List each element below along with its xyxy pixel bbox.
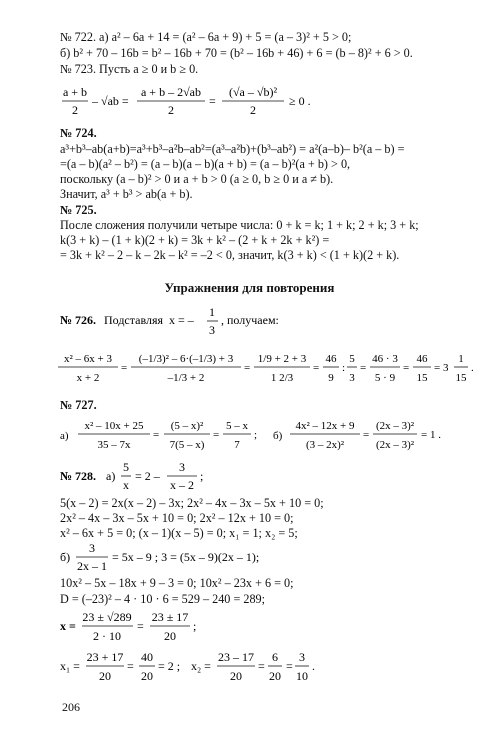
problem-725-line-2: k(3 + k) – (1 + k)(2 + k) = 3k + k² – (2 + k + 2k + k²) = — [60, 233, 330, 247]
fraction-numerator: 40 — [141, 650, 153, 664]
problem-726-equation — [0, 344, 499, 394]
fraction-numerator: (5 – x)² — [170, 420, 204, 432]
fraction-denominator: 20 — [141, 669, 153, 683]
fraction-numerator: 1 — [458, 353, 464, 365]
equation-text: б) — [273, 430, 283, 442]
problem-724-label: № 724. — [60, 126, 97, 140]
problem-727-label: № 727. — [60, 398, 97, 412]
equation-text: б) — [60, 550, 71, 564]
fraction-numerator: (√a – √b)² — [228, 85, 278, 99]
problem-728-roots-formula — [0, 608, 499, 648]
fraction-numerator: x² – 6x + 3 — [63, 353, 113, 365]
equation-text: . — [471, 362, 474, 374]
fraction-denominator: 1 2/3 — [270, 372, 294, 384]
fraction-numerator: 46 — [416, 353, 428, 365]
equation-text: а) — [106, 469, 116, 483]
equation-text: x = – — [169, 313, 194, 327]
problem-723-statement: № 723. Пусть a ≥ 0 и b ≥ 0. — [60, 62, 199, 76]
problem-724-line-1: a³+b³–ab(a+b)=a³+b³–a²b–ab²=(a³–a²b)+(b³–ab²) = a²(a–b)– b²(a – b) = — [60, 142, 405, 156]
fraction-denominator: (3 – 2x)² — [305, 439, 345, 451]
section-title: Упражнения для повторения — [164, 280, 335, 295]
equation-text: = — [286, 659, 293, 673]
equation-text: = 3 — [434, 362, 449, 374]
equation-text: : — [342, 362, 346, 374]
equation-text: = — [360, 362, 367, 374]
fraction-numerator: 23 ± √289 — [82, 610, 132, 624]
fraction-denominator: –1/3 + 2 — [167, 372, 205, 384]
fraction-numerator: a + b – 2√ab — [140, 85, 202, 99]
problem-726-statement — [0, 304, 499, 344]
fraction-denominator: 15 — [416, 372, 428, 384]
equation-text: ; — [200, 469, 204, 483]
fraction-denominator: 7 — [234, 439, 240, 451]
problem-728-b-statement — [0, 542, 499, 576]
problem-728-roots — [0, 648, 499, 688]
fraction-numerator: 1 — [209, 305, 215, 319]
fraction-denominator: 3 — [349, 372, 355, 384]
fraction-denominator: 3 — [209, 323, 215, 337]
equation-text: = — [153, 429, 160, 441]
fraction-denominator: (2x – 3)² — [375, 439, 415, 451]
fraction-denominator: 2 — [250, 103, 256, 117]
fraction-denominator: x – 2 — [170, 478, 194, 492]
equation-text: – √ab = — [92, 94, 129, 108]
equation-text: = — [244, 362, 251, 374]
equation-text: ; — [193, 619, 197, 633]
equation-text: . — [312, 659, 315, 673]
problem-726-label: № 726. — [60, 313, 97, 327]
fraction-numerator: 3 — [89, 542, 95, 555]
fraction-denominator: 10 — [296, 669, 308, 683]
fraction-denominator: 20 — [164, 629, 176, 643]
fraction-denominator: 7(5 – x) — [169, 439, 205, 451]
equation-text: = 5x – 9 ; 3 = (5x – 9)(2x – 1); — [112, 550, 260, 564]
equation-text: , получаем: — [221, 313, 279, 327]
problem-727-equation — [0, 414, 499, 460]
fraction-denominator: 20 — [269, 669, 281, 683]
fraction-numerator: 5 – x — [226, 420, 248, 432]
fraction-numerator: (–1/3)² – 6·(–1/3) + 3 — [138, 353, 234, 365]
fraction-numerator: 5 — [123, 460, 129, 474]
fraction-denominator: 35 – 7x — [97, 439, 131, 451]
fraction-denominator: 5 · 9 — [374, 372, 396, 384]
fraction-numerator: x² – 10x + 25 — [84, 420, 144, 432]
fraction-numerator: 6 — [272, 650, 278, 664]
problem-728-statement — [0, 460, 499, 496]
equation-text: = 2 ; — [158, 659, 181, 673]
fraction-numerator: 3 — [179, 460, 185, 474]
equation-text: = — [121, 362, 128, 374]
equation-text: = — [213, 429, 220, 441]
equation-text: = — [137, 619, 144, 633]
fraction-numerator: 23 – 17 — [218, 650, 254, 664]
fraction-numerator: a + b — [62, 85, 88, 99]
problem-722-b: б) b² + 70 – 16b = b² – 16b + 70 = (b² – 16b + 46) + 6 = (b – 8)² + 6 > 0. — [60, 46, 413, 60]
fraction-denominator: 20 — [99, 669, 111, 683]
fraction-denominator: 2 — [168, 103, 174, 117]
problem-725-line-3: = 3k + k² – 2 – k – 2k – k² = –2 < 0, значит, k(3 + k) < (1 + k)(2 + k). — [60, 248, 400, 262]
problem-724-line-4: Значит, a³ + b³ > ab(a + b). — [60, 187, 193, 201]
equation-text: = — [403, 362, 410, 374]
problem-728-line-5: D = (–23)² – 4 · 10 · 6 = 529 – 240 = 289; — [60, 592, 266, 606]
equation-text: = 2 – — [135, 469, 160, 483]
problem-725-label: № 725. — [60, 203, 97, 217]
equation-text: = 1 . — [421, 429, 441, 441]
problem-728-line-1: 5(x – 2) = 2x(x – 2) – 3x; 2x² – 4x – 3x – 5x + 10 = 0; — [60, 496, 324, 510]
problem-728-line-3: x² – 6x + 5 = 0; (x – 1)(x – 5) = 0; x₁ = 1; x₂ = 5; — [60, 526, 298, 540]
fraction-numerator: 23 + 17 — [86, 650, 124, 664]
fraction-denominator: x + 2 — [76, 372, 100, 384]
fraction-numerator: 23 ± 17 — [151, 610, 189, 624]
problem-725-line-1: После сложения получили четыре числа: 0 + k = k; 1 + k; 2 + k; 3 + k; — [60, 218, 419, 232]
equation-text: а) — [60, 430, 69, 442]
problem-724-line-2: =(a – b)(a² – b²) = (a – b)(a – b)(a + b) = (a – b)²(a + b) > 0, — [60, 157, 351, 171]
fraction-denominator: 9 — [328, 372, 334, 384]
equation-text: x₂ = — [191, 659, 211, 673]
problem-728-line-4: 10x² – 5x – 18x + 9 – 3 = 0; 10x² – 23x + 6 = 0; — [60, 576, 294, 590]
problem-724-line-3: поскольку (a – b)² > 0 и a + b > 0 (a ≥ 0, b ≥ 0 и a ≠ b). — [60, 172, 334, 186]
equation-text: = — [127, 659, 134, 673]
fraction-numerator: 1/9 + 2 + 3 — [257, 353, 307, 365]
fraction-denominator: 20 — [230, 669, 242, 683]
fraction-denominator: 2x – 1 — [77, 559, 107, 573]
equation-text: ; — [254, 429, 258, 441]
fraction-denominator: x — [123, 478, 129, 492]
fraction-numerator: 3 — [299, 650, 305, 664]
problem-728-line-2: 2x² – 4x – 3x – 5x + 10 = 0; 2x² – 12x + 10 = 0; — [60, 511, 294, 525]
fraction-numerator: 4x² – 12x + 9 — [295, 420, 355, 432]
problem-728-label: № 728. — [60, 469, 97, 483]
equation-text: = — [313, 362, 320, 374]
equation-text: = — [363, 429, 370, 441]
fraction-numerator: 46 — [325, 353, 337, 365]
page-number: 206 — [62, 700, 80, 714]
equation-text: x₁ = — [60, 659, 80, 673]
fraction-denominator: 15 — [455, 372, 467, 384]
problem-722-a: № 722. а) a² – 6a + 14 = (a² – 6a + 9) + 5 = (a – 3)² + 5 > 0; — [60, 30, 352, 44]
fraction-denominator: 2 — [72, 103, 78, 117]
fraction-numerator: 46 · 3 — [372, 353, 398, 365]
equation-text: ≥ 0 . — [289, 94, 311, 108]
equation-text: = — [258, 659, 265, 673]
equation-text: x = — [60, 619, 76, 633]
equation-text: = — [209, 94, 216, 108]
problem-723-equation — [0, 82, 499, 126]
fraction-denominator: 2 · 10 — [93, 629, 121, 643]
equation-text: Подставляя — [104, 313, 164, 327]
fraction-numerator: 5 — [349, 353, 355, 365]
fraction-numerator: (2x – 3)² — [375, 420, 415, 432]
